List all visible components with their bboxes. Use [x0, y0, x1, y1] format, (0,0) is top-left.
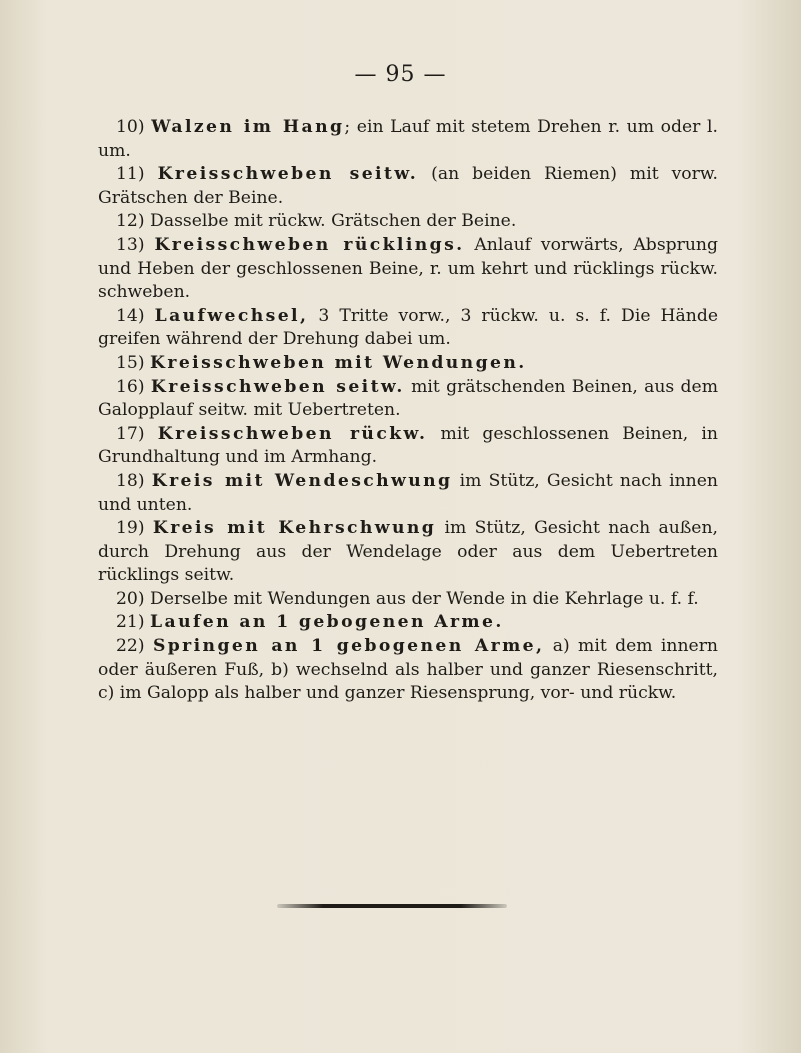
item-number: 18): [116, 470, 145, 491]
item-text: Derselbe mit Wendungen aus der Wende in die Kehrlage u. f. f.: [150, 588, 699, 609]
item-term: Springen an 1 gebogenen Arme,: [152, 636, 545, 657]
item-number: 19): [116, 518, 145, 539]
page-number: — 95 —: [354, 62, 447, 87]
item-text: Anlauf vorwärts, Absprung und Heben der geschlossenen Beine, r. um kehrt und rücklings rückw. schweben.: [98, 234, 718, 303]
item-term: Kreis mit Kehrschwung: [152, 518, 437, 539]
item-number: 17): [116, 423, 145, 444]
item-term: Kreisschweben seitw.: [150, 376, 405, 397]
item-text: Dasselbe mit rückw. Grätschen der Beine.: [150, 211, 517, 232]
list-item: [98, 352, 718, 376]
item-number: 22): [116, 636, 145, 657]
item-term: Kreisschweben mit Wendungen.: [150, 352, 527, 373]
item-term: Laufwechsel,: [154, 305, 309, 326]
list-item: [98, 470, 718, 517]
item-text: im Stütz, Gesicht nach innen und unten.: [98, 470, 718, 515]
item-number: 11): [116, 164, 145, 185]
item-term: Kreisschweben rückw.: [157, 423, 428, 444]
exercise-list: [98, 116, 718, 706]
item-text: a) mit dem innern oder äußeren Fuß, b) wechselnd als halber und ganzer Riesenschritt, c) im Galopp als halber und ganzer Riesensprung, vor- und rückw.: [98, 636, 719, 704]
item-term: Kreisschweben rücklings.: [154, 234, 465, 255]
item-number: 14): [116, 305, 145, 326]
list-item: [98, 423, 718, 470]
list-item: [98, 234, 718, 305]
list-item: [98, 635, 718, 706]
item-term: Walzen im Hang: [151, 117, 345, 137]
item-term: Kreisschweben seitw.: [157, 164, 419, 185]
item-text: (an beiden Riemen) mit vorw. Grätschen der Beine.: [98, 164, 719, 208]
list-item: [98, 305, 718, 352]
item-term: Laufen an 1 gebogenen Arme.: [150, 612, 504, 633]
list-item: [98, 611, 718, 635]
item-number: 10): [116, 117, 145, 137]
list-item: [98, 588, 718, 612]
item-number: 20): [116, 588, 145, 609]
item-number: 13): [116, 234, 145, 255]
item-number: 21): [116, 612, 145, 633]
item-text: 3 Tritte vorw., 3 rückw. u. s. f. Die Hände greifen während der Drehung dabei um.: [98, 305, 718, 350]
list-item: [98, 210, 718, 234]
item-text: mit grätschenden Beinen, aus dem Galopplauf seitw. mit Uebertreten.: [98, 376, 718, 421]
item-text: ; ein Lauf mit stetem Drehen r. um oder l. um.: [98, 117, 718, 161]
item-text: mit geschlossenen Beinen, in Grundhaltung und im Armhang.: [98, 423, 718, 468]
list-item: [98, 116, 718, 163]
section-divider: [277, 904, 507, 908]
list-item: [98, 376, 718, 423]
list-item: [98, 517, 718, 588]
item-term: Kreis mit Wendeschwung: [151, 470, 453, 491]
item-number: 16): [116, 376, 145, 397]
item-text: im Stütz, Gesicht nach außen, durch Drehung aus der Wendelage oder aus dem Uebertreten rücklings seitw.: [98, 518, 719, 586]
item-number: 12): [116, 211, 145, 232]
list-item: [98, 163, 718, 210]
item-number: 15): [116, 352, 145, 373]
